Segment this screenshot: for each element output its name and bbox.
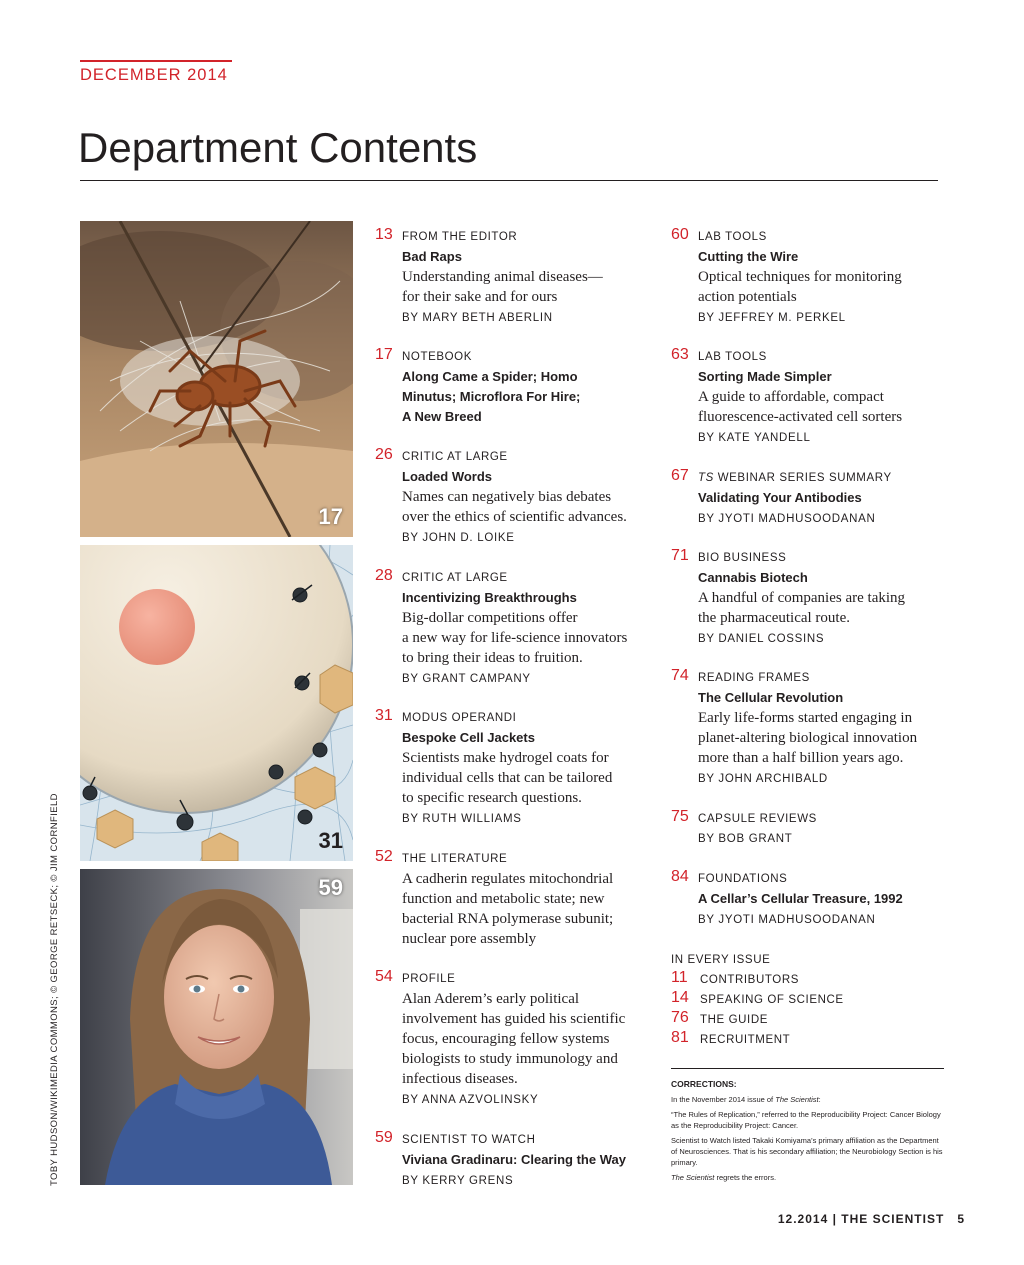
correction-item: “The Rules of Replication,” referred to the Reproducibility Project: Cancer Biology as the Reproducibility Project: Cancer. bbox=[671, 1110, 941, 1130]
corrections-intro bbox=[671, 1094, 946, 1105]
description-line: Scientists make hydrogel coats for bbox=[402, 750, 609, 766]
article-headline[interactable]: The Cellular Revolution bbox=[698, 690, 844, 705]
article-headline[interactable]: Incentivizing Breakthroughs bbox=[402, 590, 577, 605]
byline: BY KATE YANDELL bbox=[698, 432, 811, 444]
headline-line: A New Breed bbox=[402, 409, 482, 424]
page-number: 59 bbox=[375, 1129, 393, 1146]
byline: BY JOHN D. LOIKE bbox=[402, 532, 515, 544]
folio-page-number: 5 bbox=[957, 1212, 965, 1226]
article-headline[interactable]: Loaded Words bbox=[402, 469, 493, 484]
photo-page-number: 17 bbox=[318, 504, 343, 529]
article-headline[interactable]: Sorting Made Simpler bbox=[698, 369, 832, 384]
corrections-closing bbox=[671, 1172, 946, 1183]
article-description bbox=[402, 487, 627, 527]
page-number: 67 bbox=[671, 467, 689, 484]
byline: BY JEFFREY M. PERKEL bbox=[698, 312, 846, 324]
description-line: A guide to affordable, compact bbox=[698, 389, 884, 405]
corrections-closing-text: regrets the errors. bbox=[714, 1173, 777, 1182]
section-label: NOTEBOOK bbox=[402, 351, 472, 363]
byline: BY RUTH WILLIAMS bbox=[402, 813, 522, 825]
description-line: planet-altering biological innovation bbox=[698, 730, 918, 746]
description-line: nuclear pore assembly bbox=[402, 931, 537, 947]
section-label-text: WEBINAR SERIES SUMMARY bbox=[713, 472, 892, 484]
page-number: 17 bbox=[375, 346, 393, 363]
description-line: individual cells that can be tailored bbox=[402, 770, 613, 786]
page-number: 54 bbox=[375, 968, 393, 985]
corrections-box bbox=[671, 1078, 946, 1183]
article-headline[interactable] bbox=[402, 367, 580, 427]
page-number: 28 bbox=[375, 567, 393, 584]
every-issue-label: THE GUIDE bbox=[700, 1014, 769, 1026]
in-every-issue-heading: IN EVERY ISSUE bbox=[671, 954, 771, 966]
portrait-photo[interactable] bbox=[80, 869, 353, 1185]
description-line: infectious diseases. bbox=[402, 1071, 518, 1087]
article-description bbox=[698, 387, 902, 427]
section-label: PROFILE bbox=[402, 973, 456, 985]
section-label bbox=[698, 468, 892, 488]
page-number: 81 bbox=[671, 1029, 689, 1046]
article-description bbox=[698, 708, 917, 768]
description-line: Optical techniques for monitoring bbox=[698, 269, 902, 285]
page-number: 52 bbox=[375, 848, 393, 865]
page-number: 76 bbox=[671, 1009, 689, 1026]
description-line: Early life-forms started engaging in bbox=[698, 710, 913, 726]
description-line: bacterial RNA polymerase subunit; bbox=[402, 911, 614, 927]
description-line: involvement has guided his scientific bbox=[402, 1011, 626, 1027]
folio-text: 12.2014 | THE SCIENTIST bbox=[777, 1212, 945, 1226]
page-number: 60 bbox=[671, 226, 689, 243]
description-line: Big-dollar competitions offer bbox=[402, 610, 578, 626]
byline: BY BOB GRANT bbox=[698, 833, 793, 845]
corrections-intro-italic: The Scientist bbox=[775, 1095, 819, 1104]
headline-line: Along Came a Spider; Homo bbox=[402, 369, 578, 384]
page-folio bbox=[778, 1212, 965, 1226]
article-description bbox=[402, 989, 625, 1089]
page-number: 14 bbox=[671, 989, 689, 1006]
section-label: READING FRAMES bbox=[698, 672, 810, 684]
article-description bbox=[402, 748, 612, 808]
article-headline[interactable]: Cutting the Wire bbox=[698, 249, 799, 264]
corrections-heading: CORRECTIONS: bbox=[671, 1079, 737, 1089]
byline: BY JYOTI MADHUSOODANAN bbox=[698, 914, 876, 926]
section-label: CAPSULE REVIEWS bbox=[698, 813, 817, 825]
article-headline[interactable]: Bad Raps bbox=[402, 249, 462, 264]
description-line: Alan Aderem’s early political bbox=[402, 991, 580, 1007]
byline: BY KERRY GRENS bbox=[402, 1175, 514, 1187]
page-number: 74 bbox=[671, 667, 689, 684]
page-number: 13 bbox=[375, 226, 393, 243]
corrections-closing-italic: The Scientist bbox=[671, 1173, 715, 1182]
article-description bbox=[402, 267, 603, 307]
correction-item: Scientist to Watch listed Takaki Komiyama’s primary affiliation as the Department of Neurosciences. That is his secondary affiliation; the Neurobiology Section is his primary. bbox=[671, 1136, 943, 1167]
article-description bbox=[698, 588, 905, 628]
corrections-intro-end: : bbox=[818, 1095, 821, 1104]
every-issue-label: CONTRIBUTORS bbox=[700, 974, 799, 986]
article-description bbox=[402, 869, 613, 949]
title-divider bbox=[80, 180, 938, 181]
section-label: CRITIC AT LARGE bbox=[402, 451, 508, 463]
description-line: fluorescence-activated cell sorters bbox=[698, 409, 903, 425]
photo-page-number: 59 bbox=[318, 875, 343, 900]
description-line: a new way for life-science innovators bbox=[402, 630, 628, 646]
section-label: THE LITERATURE bbox=[402, 853, 508, 865]
description-line: Names can negatively bias debates bbox=[402, 489, 612, 505]
section-label: SCIENTIST TO WATCH bbox=[402, 1134, 536, 1146]
photo-page-number: 31 bbox=[318, 828, 343, 853]
description-line: focus, encouraging fellow systems bbox=[402, 1031, 610, 1047]
description-line: to bring their ideas to fruition. bbox=[402, 650, 583, 666]
article-headline[interactable]: Validating Your Antibodies bbox=[698, 490, 862, 505]
spider-photo[interactable] bbox=[80, 221, 353, 537]
page-number: 31 bbox=[375, 707, 393, 724]
byline: BY JOHN ARCHIBALD bbox=[698, 773, 828, 785]
corrections-divider bbox=[671, 1068, 944, 1069]
description-line: over the ethics of scientific advances. bbox=[402, 509, 627, 525]
headline-line: Minutus; Microflora For Hire; bbox=[402, 389, 581, 404]
every-issue-label: SPEAKING OF SCIENCE bbox=[700, 994, 844, 1006]
page-number: 11 bbox=[671, 969, 688, 986]
section-label: FROM THE EDITOR bbox=[402, 231, 518, 243]
page-number: 84 bbox=[671, 868, 689, 885]
section-label: CRITIC AT LARGE bbox=[402, 572, 508, 584]
description-line: A cadherin regulates mitochondrial bbox=[402, 871, 614, 887]
cell-illustration[interactable] bbox=[80, 545, 353, 861]
description-line: for their sake and for ours bbox=[402, 289, 558, 305]
article-headline[interactable]: Bespoke Cell Jackets bbox=[402, 730, 535, 745]
article-description bbox=[402, 608, 627, 668]
section-label: FOUNDATIONS bbox=[698, 873, 788, 885]
description-line: biologists to study immunology and bbox=[402, 1051, 618, 1067]
photo-credit: TOBY HUDSON/WIKIMEDIA COMMONS; © GEORGE RETSECK; © JIM CORNFIELD bbox=[49, 793, 60, 1186]
section-label: MODUS OPERANDI bbox=[402, 712, 517, 724]
byline: BY MARY BETH ABERLIN bbox=[402, 312, 553, 324]
byline: BY JYOTI MADHUSOODANAN bbox=[698, 513, 876, 525]
page-title: Department Contents bbox=[78, 124, 478, 171]
byline: BY ANNA AZVOLINSKY bbox=[402, 1094, 539, 1106]
section-label-italic: TS bbox=[698, 472, 714, 484]
description-line: more than a half billion years ago. bbox=[698, 750, 904, 766]
section-label: LAB TOOLS bbox=[698, 231, 767, 243]
article-headline[interactable]: Cannabis Biotech bbox=[698, 570, 808, 585]
description-line: the pharmaceutical route. bbox=[698, 610, 851, 626]
page-number: 71 bbox=[671, 547, 689, 564]
article-headline[interactable]: Viviana Gradinaru: Clearing the Way bbox=[402, 1152, 626, 1167]
article-headline[interactable]: A Cellar’s Cellular Treasure, 1992 bbox=[698, 891, 903, 906]
every-issue-label: RECRUITMENT bbox=[700, 1034, 791, 1046]
byline: BY GRANT CAMPANY bbox=[402, 673, 531, 685]
description-line: Understanding animal diseases— bbox=[402, 269, 603, 285]
page-number: 63 bbox=[671, 346, 689, 363]
section-label: LAB TOOLS bbox=[698, 351, 767, 363]
description-line: action potentials bbox=[698, 289, 797, 305]
page-number: 26 bbox=[375, 446, 393, 463]
description-line: function and metabolic state; new bbox=[402, 891, 605, 907]
page-number: 75 bbox=[671, 808, 689, 825]
description-line: A handful of companies are taking bbox=[698, 590, 906, 606]
description-line: to specific research questions. bbox=[402, 790, 582, 806]
section-label: BIO BUSINESS bbox=[698, 552, 787, 564]
issue-date: DECEMBER 2014 bbox=[80, 66, 228, 84]
issue-date-rule bbox=[80, 60, 232, 62]
byline: BY DANIEL COSSINS bbox=[698, 633, 825, 645]
article-description bbox=[698, 267, 902, 307]
corrections-intro-text: In the November 2014 issue of bbox=[671, 1095, 776, 1104]
